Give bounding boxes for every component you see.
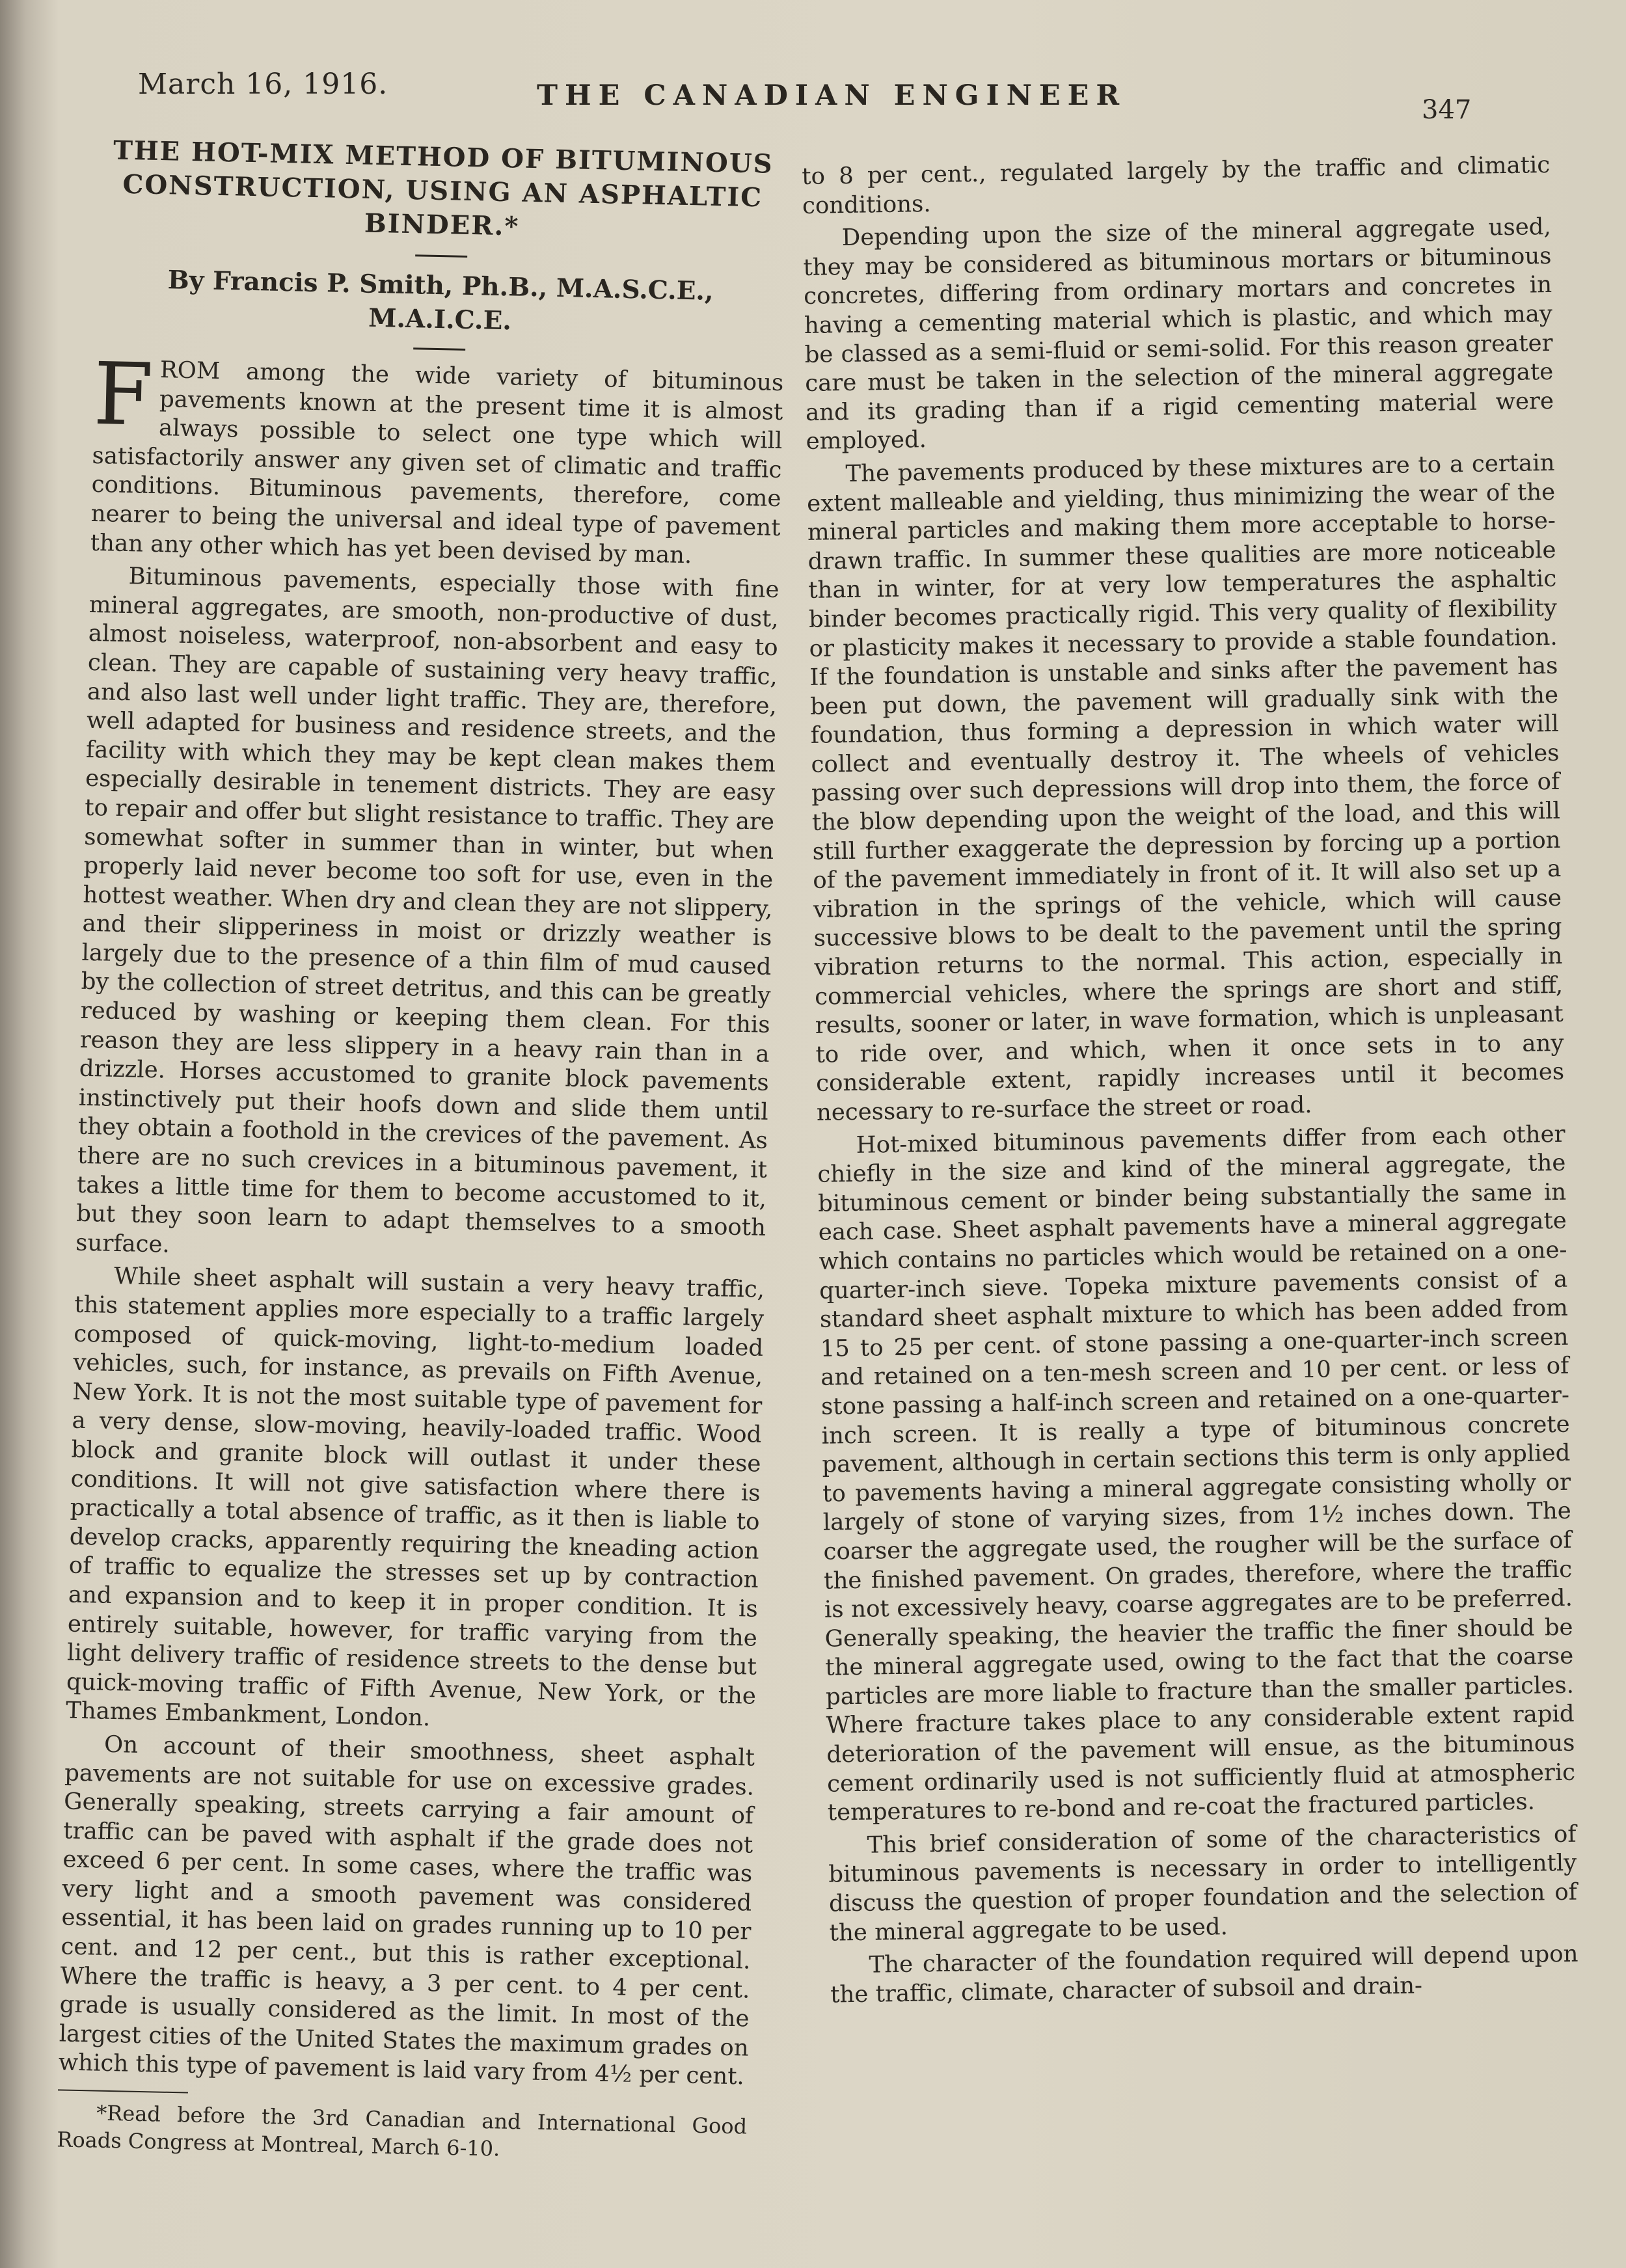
paragraph-1-text: ROM among the wide variety of bituminous pavements known at the present time it is almost always possible to select one type which will satisfactorily answer any given set of climatic and traffic conditions. Bituminous pavements, therefore, come nearer to being the universal and ideal type of pavement than any other which has yet been devised by man. xyxy=(90,357,784,569)
paragraph-1 xyxy=(90,344,784,572)
paragraph-7: The pavements produced by these mixtures are to a certain extent malleable and yielding, thus minimizing the wear of the mineral particles and making them more acceptable to horse-drawn traffic. In summer these qualities are more noticeable than in winter, for at very low temperatures the asphaltic binder becomes practically rigid. This very quality of flexibility or plasticity makes it necessary to provide a stable foundation. If the foundation is unstable and sinks after the pavement has been put down, the pavement will gradually sink with the foundation, thus forming a depression in which water will collect and eventually destroy it. The wheels of vehicles passing over such depressions will drop into them, the force of the blow depending upon the weight of the load, and this will still further exaggerate the depression by forcing up a portion of the pavement immediately in front of it. It will also set up a vibration in the springs of the vehicle, which will cause successive blows to be dealt to the pavement until the spring vibration returns to the normal. This action, especially in commercial vehicles, where the springs are short and stiff, results, sooner or later, in wave formation, which is unpleasant to ride over, and which, when it once sets in to any considerable extent, rapidly increases until it becomes necessary to re-surface the street or road. xyxy=(806,449,1565,1126)
drop-cap: F xyxy=(92,344,154,446)
paragraph-3: While sheet asphalt will sustain a very heavy traffic, this statement applies more especially to a traffic largely composed of quick-moving, light-to-medium loaded vehicles, such, for instance, as prevails on Fifth Avenue, New York. It is not the most suitable type of pavement for a very dense, slow-moving, heavily-loaded traffic. Wood block and granite block will outlast it under these conditions. It will not give satisfaction where there is practically a total absence of traffic, as it then is liable to develop cracks, apparently requiring the kneading action of traffic to equalize the stresses set up by contraction and expansion and to keep it in proper condition. It is entirely suitable, however, for traffic varying from the light delivery traffic of residence streets to the dense but quick-moving traffic of Fifth Avenue, New York, or the Thames Embankment, London. xyxy=(65,1263,765,1732)
byline-rule xyxy=(413,347,465,351)
page-number: 347 xyxy=(1422,95,1472,125)
paragraph-2: Bituminous pavements, especially those with fine mineral aggregates, are smooth, non-productive of dust, almost noiseless, waterproof, non-absorbent and easy to clean. They are capable of sustaining very heavy traffic, and also last well under light traffic. They are, therefore, well adapted for business and residence streets, and the facility with which they may be kept clean makes them especially desirable in tenement districts. They are easy to repair and offer but slight resistance to traffic. They are somewhat softer in summer than in winter, but when properly laid never become too soft for use, even in the hottest weather. When dry and clean they are not slippery, and their slipperiness in moist or drizzly weather is largely due to the presence of a thin film of mud caused by the collection of street detritus, and this can be greatly reduced by washing or keeping them clean. For this reason they are less slippery in a heavy rain than in a drizzle. Horses accustomed to granite block pavements instinctively put their hoofs down and slide them until they obtain a foothold in the crevices of the pavement. As there are no such crevices in a bituminous pavement, it takes a little time for them to become accustomed to it, but they soon learn to adapt themselves to a smooth surface. xyxy=(75,563,779,1258)
paragraph-8: Hot-mixed bituminous pavements differ from each other chiefly in the size and kind of the mineral aggregate, the bituminous cement or binder being substantially the same in each case. Sheet asphalt pavements have a mineral aggregate which contains no particles which would be retained on a one-quarter-inch sieve. Topeka mixture pavements consist of a standard sheet asphalt mixture to which has been added from 15 to 25 per cent. of stone passing a one-quarter-inch screen and retained on a ten-mesh screen and 10 per cent. or less of stone passing a half-inch screen and retained on a one-quarter-inch screen. It is really a type of bituminous concrete pavement, although in certain sections this term is only applied to pavements having a mineral aggregate consisting wholly or largely of stone of varying sizes, from 1½ inches down. The coarser the aggregate used, the rougher will be the surface of the finished pavement. On grades, therefore, where the traffic is not excessively heavy, coarse aggregates are to be preferred. Generally speaking, the heavier the traffic the finer should be the mineral aggregate used, owing to the fact that the coarse particles are more liable to fracture than the smaller particles. Where fracture takes place to any considerable extent rapid deterioration of the pavement will ensue, as the bituminous cement ordinarily used is not sufficiently fluid at atmospheric temperatures to re-bond and re-coat the fractured particles. xyxy=(817,1120,1576,1826)
footnote-rule xyxy=(58,2089,188,2093)
running-header xyxy=(0,65,1626,124)
paragraph-4: On account of their smoothness, sheet asphalt pavements are not suitable for use on excessive grades. Generally speaking, streets carrying a fair amount of traffic can be paved with asphalt if the grade does not exceed 6 per cent. In some cases, where the traffic was very light and a smooth pavement was considered essential, it has been laid on grades running up to 10 per cent. and 12 per cent., but this is rather exceptional. Where the traffic is heavy, a 3 per cent. to 4 per cent. grade is usually considered as the limit. In most of the largest cities of the United States the maximum grades on which this type of pavement is laid vary from 4½ per cent. xyxy=(58,1731,755,2090)
paragraph-5-continued: to 8 per cent., regulated largely by the traffic and climatic conditions. xyxy=(802,151,1551,219)
title-rule xyxy=(415,254,467,258)
paragraph-10: The character of the foundation required will depend upon the traffic, climate, character of subsoil and drain- xyxy=(830,1940,1579,2008)
journal-title: THE CANADIAN ENGINEER xyxy=(537,79,1127,112)
paragraph-6: Depending upon the size of the mineral aggregate used, they may be considered as bituminous mortars or bituminous concretes, differing from ordinary mortars and concretes in having a cementing material which is plastic, and which may be classed as a semi-fluid or semi-solid. For this reason greater care must be taken in the selection of the mineral aggregate and its grading than if a rigid cementing material were employed. xyxy=(803,213,1554,455)
issue-date: March 16, 1916. xyxy=(138,68,388,101)
byline: By Francis P. Smith, Ph.B., M.A.S.C.E., M.A.I.C.E. xyxy=(167,265,714,336)
left-column xyxy=(57,133,789,2168)
paragraph-9: This brief consideration of some of the characteristics of bituminous pavements is necessary in order to intelligently discuss the question of proper foundation and the selection of the mineral aggregate to be used. xyxy=(828,1820,1578,1947)
right-column xyxy=(802,151,1579,2014)
footnote: *Read before the 3rd Canadian and International Good Roads Congress at Montreal, March 6-10. xyxy=(57,2100,748,2161)
article-title: THE HOT-MIX METHOD OF BITUMINOUS CONSTRUCTION, USING AN ASPHALTIC BINDER.* xyxy=(113,135,774,242)
